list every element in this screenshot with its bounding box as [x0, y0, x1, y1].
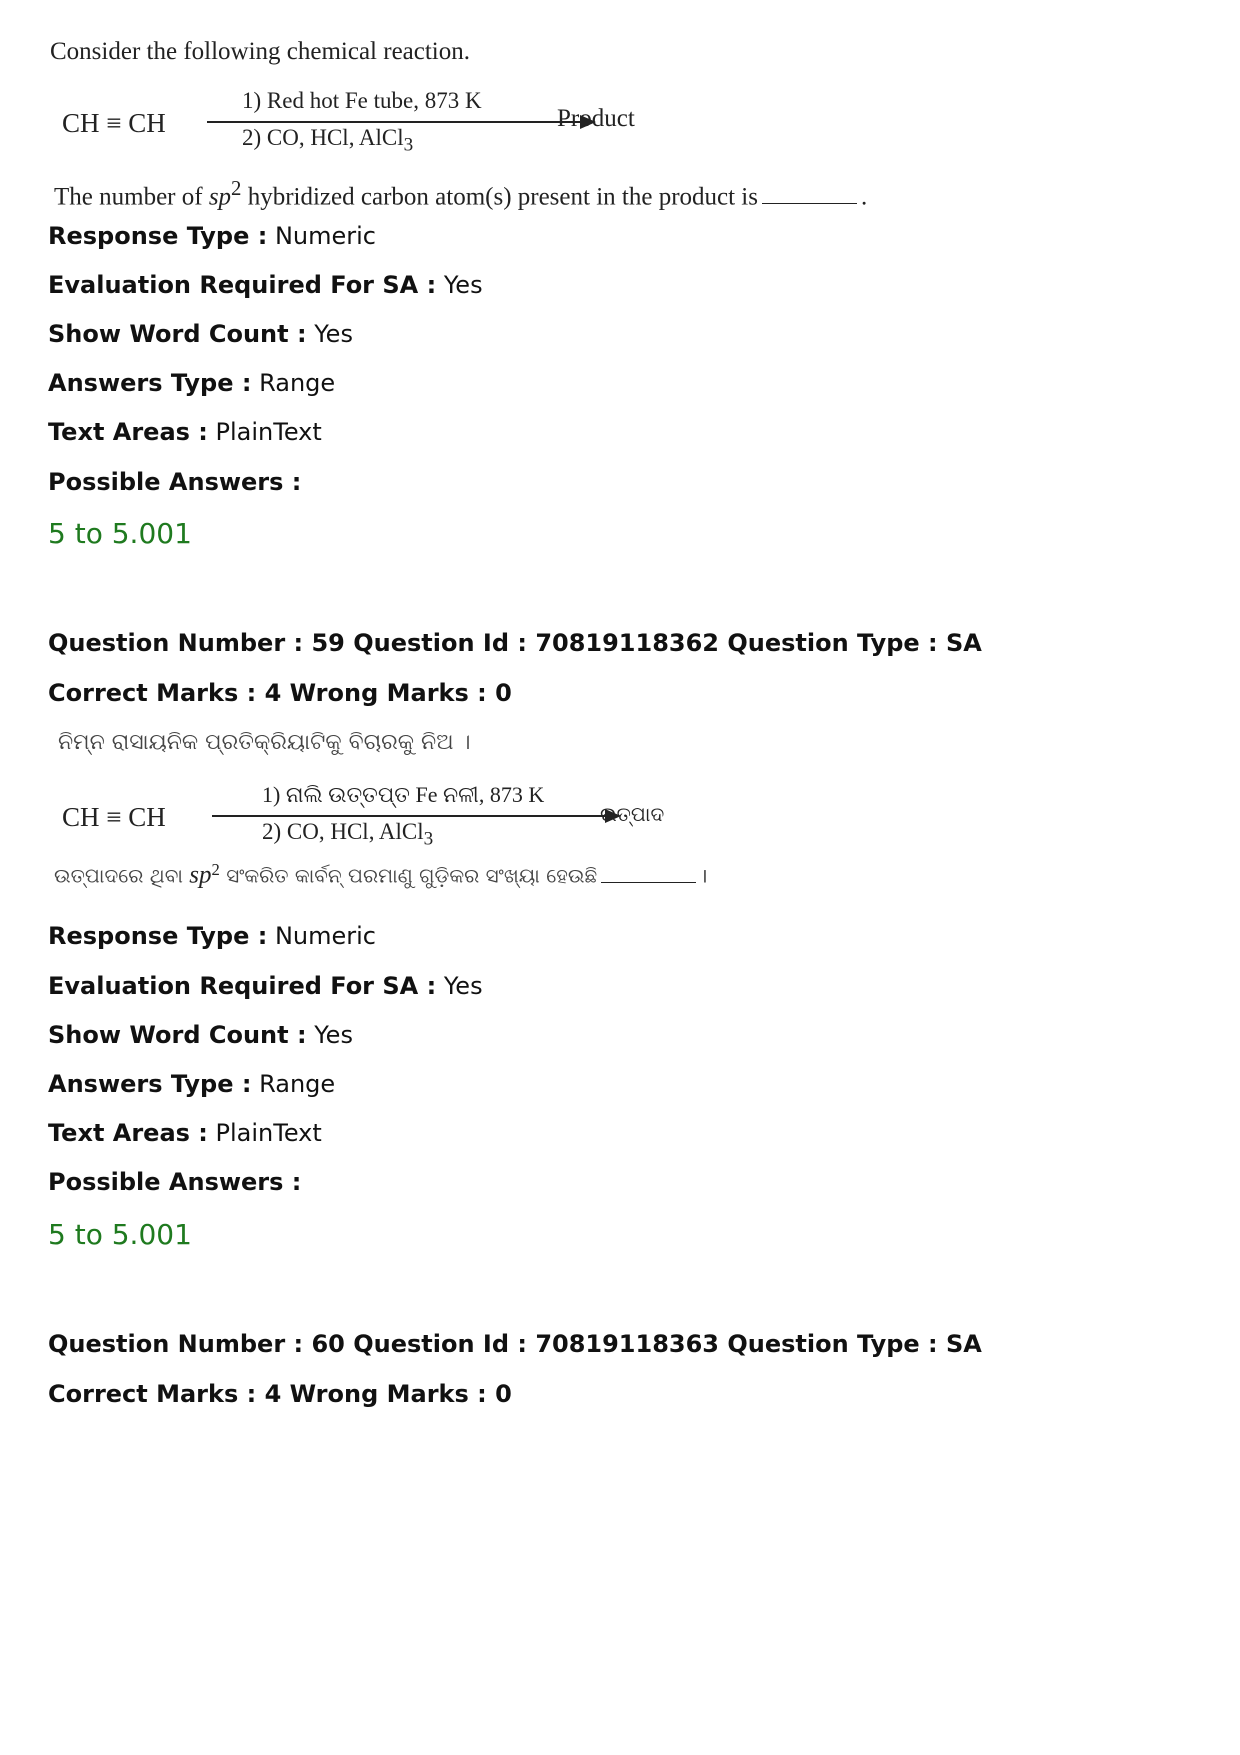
q59-intro-text: ନିମ୍ନ ରାସାୟନିକ ପ୍ରତିକ୍ରିୟାଟିକୁ ବିଚାରକୁ ନିଅ ।	[58, 730, 471, 755]
q59-field-show-word-count: Show Word Count : Yes	[48, 1021, 353, 1049]
reaction-condition-2: 2) CO, HCl, AlCl$_3$	[262, 819, 434, 850]
q58-field-possible-answers: Possible Answers :	[48, 468, 302, 496]
q59-question-image	[50, 730, 950, 905]
q59-possible-answer-value: 5 to 5.001	[48, 1218, 192, 1251]
reactant-label: CH ≡ CH	[62, 108, 166, 138]
q59-field-text-areas: Text Areas : PlainText	[48, 1119, 322, 1147]
q59-field-evaluation-required: Evaluation Required For SA : Yes	[48, 972, 483, 1000]
reaction-arrow	[207, 121, 592, 123]
q58-field-answers-type: Answers Type : Range	[48, 369, 336, 397]
q58-possible-answer-value: 5 to 5.001	[48, 517, 192, 550]
q59-marks-line: Correct Marks : 4 Wrong Marks : 0	[48, 679, 512, 707]
q59-reaction-equation	[62, 782, 702, 852]
q58-intro-text: Consider the following chemical reaction.	[50, 38, 471, 65]
reaction-product-label: Product	[557, 105, 635, 132]
reaction-product-label: ଉତ୍ପାଦ	[600, 802, 665, 826]
q58-question-stem: The number of $sp^2$ hybridized carbon atom(s) present in the product is .	[54, 176, 868, 211]
answer-blank	[762, 202, 857, 204]
q58-field-show-word-count: Show Word Count : Yes	[48, 320, 353, 348]
q60-question-header: Question Number : 60 Question Id : 70819118363 Question Type : SA	[48, 1330, 982, 1358]
reaction-condition-2: 2) CO, HCl, AlCl$_3$	[242, 125, 414, 156]
reaction-condition-1: 1) ନାଲି ଉତ୍ତପ୍ତ Fe ନଳୀ, 873 K	[262, 782, 545, 807]
q58-field-text-areas: Text Areas : PlainText	[48, 418, 322, 446]
q59-question-header: Question Number : 59 Question Id : 70819118362 Question Type : SA	[48, 629, 982, 657]
q58-reaction-equation	[62, 88, 702, 158]
q60-marks-line: Correct Marks : 4 Wrong Marks : 0	[48, 1380, 512, 1408]
reaction-condition-1: 1) Red hot Fe tube, 873 K	[242, 88, 482, 113]
reaction-arrow	[212, 815, 617, 817]
answer-blank	[601, 881, 696, 883]
q59-question-stem: ଉତ୍ପାଦରେ ଥିବା $sp^2$ ସଂକରିତ କାର୍ବନ୍ ପରମାଣୁ ଗୁଡ଼ିକର ସଂଖ୍ୟା ହେଉଛି ।	[54, 860, 708, 889]
q59-field-response-type: Response Type : Numeric	[48, 922, 376, 950]
q58-field-evaluation-required: Evaluation Required For SA : Yes	[48, 271, 483, 299]
reactant-label: CH ≡ CH	[62, 802, 166, 832]
q58-question-image	[50, 38, 950, 213]
q58-field-response-type: Response Type : Numeric	[48, 222, 376, 250]
q59-field-possible-answers: Possible Answers :	[48, 1168, 302, 1196]
q59-field-answers-type: Answers Type : Range	[48, 1070, 336, 1098]
